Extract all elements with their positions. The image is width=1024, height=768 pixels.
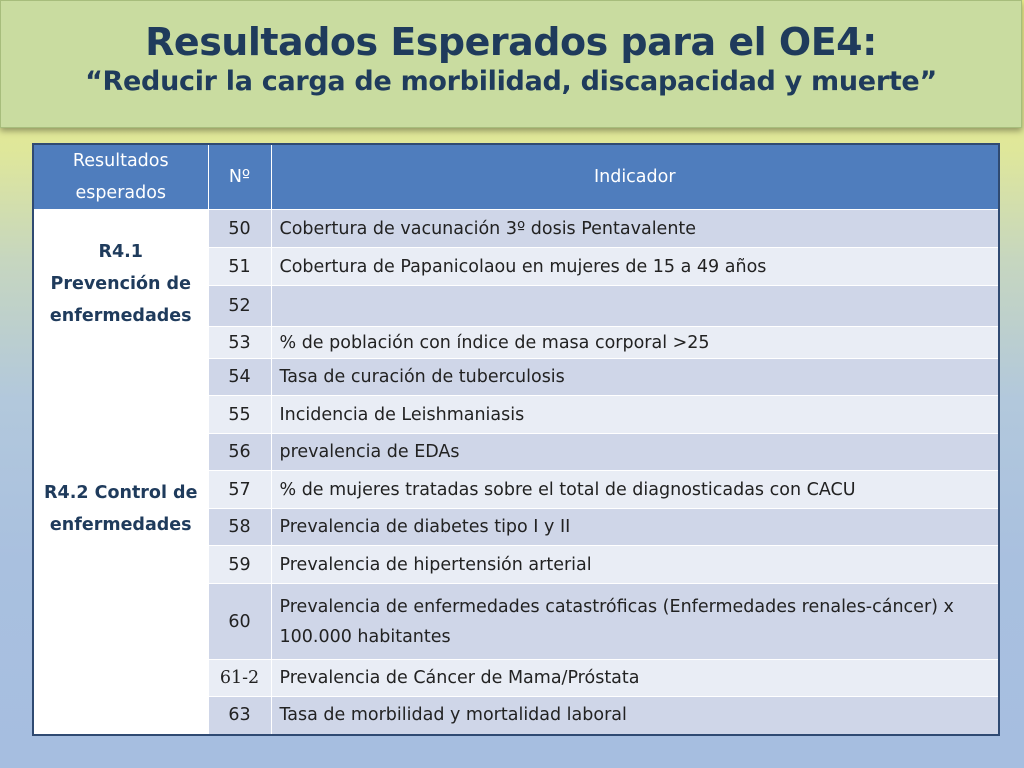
results-table — [32, 143, 1000, 736]
row-number: 58 — [208, 509, 271, 546]
table-row — [33, 210, 999, 248]
table-header-row — [33, 144, 999, 210]
group-empty — [33, 697, 208, 735]
row-number: 54 — [208, 359, 271, 396]
title-box — [0, 0, 1022, 128]
table-row — [33, 660, 999, 697]
row-indicator: Incidencia de Leishmaniasis — [271, 396, 999, 434]
row-indicator: prevalencia de EDAs — [271, 434, 999, 471]
row-indicator: % de población con índice de masa corporal >25 — [271, 327, 999, 359]
row-number: 50 — [208, 210, 271, 248]
row-number: 63 — [208, 697, 271, 735]
group-r41: R4.1 Prevención de enfermedades — [33, 210, 208, 359]
page-subtitle: “Reducir la carga de morbilidad, discapacidad y muerte” — [85, 66, 937, 97]
row-number: 52 — [208, 286, 271, 327]
row-indicator: Prevalencia de Cáncer de Mama/Próstata — [271, 660, 999, 697]
row-indicator: Prevalencia de hipertensión arterial — [271, 546, 999, 584]
table-row — [33, 359, 999, 396]
row-indicator: Tasa de morbilidad y mortalidad laboral — [271, 697, 999, 735]
row-number: 51 — [208, 248, 271, 286]
header-indicador: Indicador — [271, 144, 999, 210]
row-number: 53 — [208, 327, 271, 359]
row-number: 56 — [208, 434, 271, 471]
group-empty — [33, 660, 208, 697]
row-indicator: Prevalencia de diabetes tipo I y II — [271, 509, 999, 546]
table-row — [33, 697, 999, 735]
row-number: 57 — [208, 471, 271, 509]
group-r42: R4.2 Control de enfermedades — [33, 359, 208, 660]
row-indicator: % de mujeres tratadas sobre el total de diagnosticadas con CACU — [271, 471, 999, 509]
row-number: 61-2 — [208, 660, 271, 697]
row-number: 60 — [208, 584, 271, 660]
page-title: Resultados Esperados para el OE4: — [145, 20, 877, 64]
row-indicator: Cobertura de vacunación 3º dosis Pentavalente — [271, 210, 999, 248]
row-number: 55 — [208, 396, 271, 434]
header-numero: Nº — [208, 144, 271, 210]
row-number: 59 — [208, 546, 271, 584]
header-resultados: Resultados esperados — [33, 144, 208, 210]
row-indicator: Prevalencia de enfermedades catastróficas (Enfermedades renales-cáncer) x 100.000 habitantes — [271, 584, 999, 660]
row-indicator: Tasa de curación de tuberculosis — [271, 359, 999, 396]
row-indicator: Cobertura de Papanicolaou en mujeres de 15 a 49 años — [271, 248, 999, 286]
row-indicator — [271, 286, 999, 327]
